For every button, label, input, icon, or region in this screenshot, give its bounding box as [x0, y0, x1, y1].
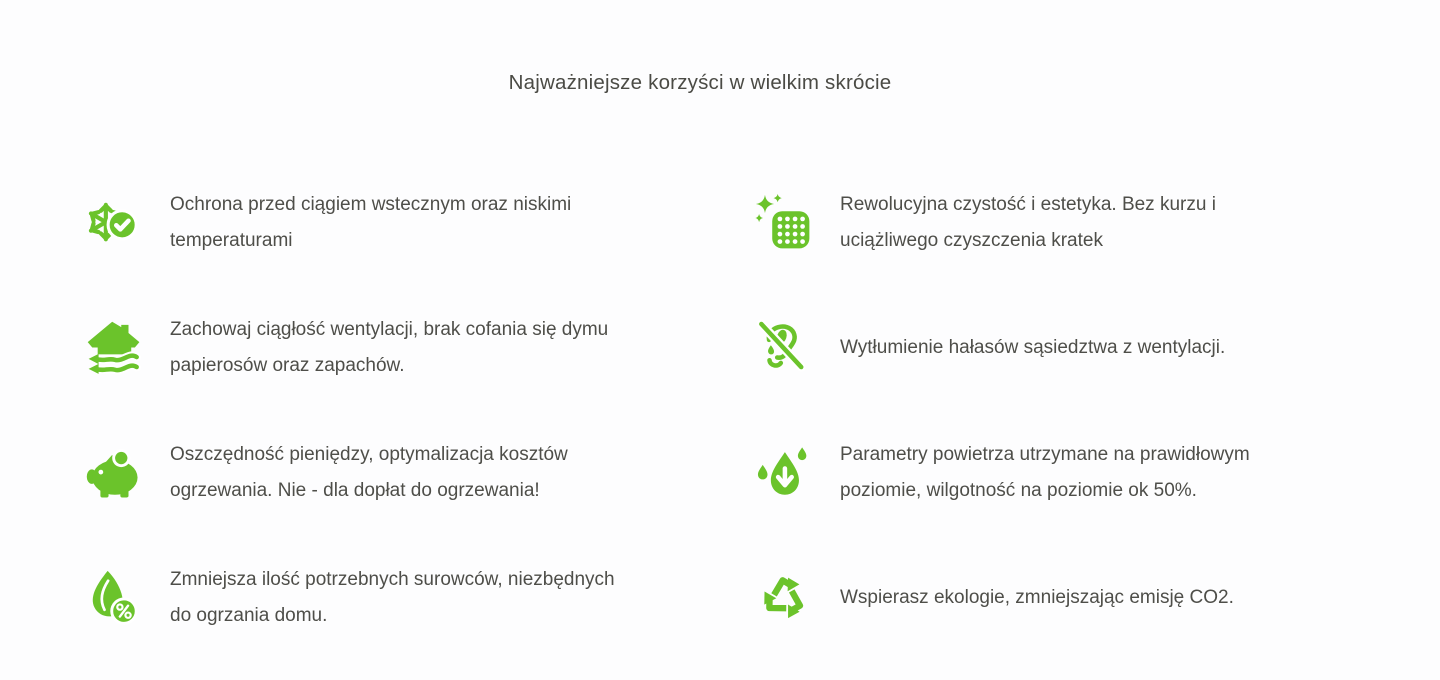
benefits-grid [85, 160, 1290, 660]
benefit-text: Parametry powietrza utrzymane na prawidłowym poziomie, wilgotność na poziomie ok 50%. [840, 443, 1250, 501]
section-title: Najważniejsze korzyści w wielkim skrócie [508, 71, 892, 94]
benefit-text: Ochrona przed ciągiem wstecznym oraz niskimi temperaturami [170, 193, 572, 251]
benefit-item [85, 160, 620, 285]
eco-leaf-percent-icon [85, 569, 143, 627]
benefit-item [755, 410, 1290, 535]
benefit-item [85, 410, 620, 535]
humidity-drops-icon [755, 444, 813, 502]
benefit-text: Zachowaj ciągłość wentylacji, brak cofania się dymu papierosów oraz zapachów. [170, 318, 609, 376]
benefit-item [85, 285, 620, 410]
no-noise-ear-icon [755, 319, 813, 377]
benefit-item [85, 535, 620, 660]
benefit-item [755, 160, 1290, 285]
benefit-text: Wspierasz ekologie, zmniejszając emisję CO2. [840, 586, 1234, 608]
house-airflow-icon [85, 319, 143, 377]
benefit-text: Zmniejsza ilość potrzebnych surowców, niezbędnych do ogrzania domu. [170, 568, 615, 626]
recycle-icon [755, 569, 813, 627]
clean-grille-sparkles-icon [755, 194, 813, 252]
piggy-bank-icon [85, 444, 143, 502]
benefit-text: Rewolucyjna czystość i estetyka. Bez kurzu i uciążliwego czyszczenia kratek [840, 193, 1216, 251]
snowflake-check-icon [85, 194, 143, 252]
benefit-text: Wytłumienie hałasów sąsiedztwa z wentylacji. [840, 336, 1226, 358]
benefit-text: Oszczędność pieniędzy, optymalizacja kosztów ogrzewania. Nie - dla dopłat do ogrzewania! [170, 443, 568, 501]
benefit-item [755, 285, 1290, 410]
benefit-item [755, 535, 1290, 660]
